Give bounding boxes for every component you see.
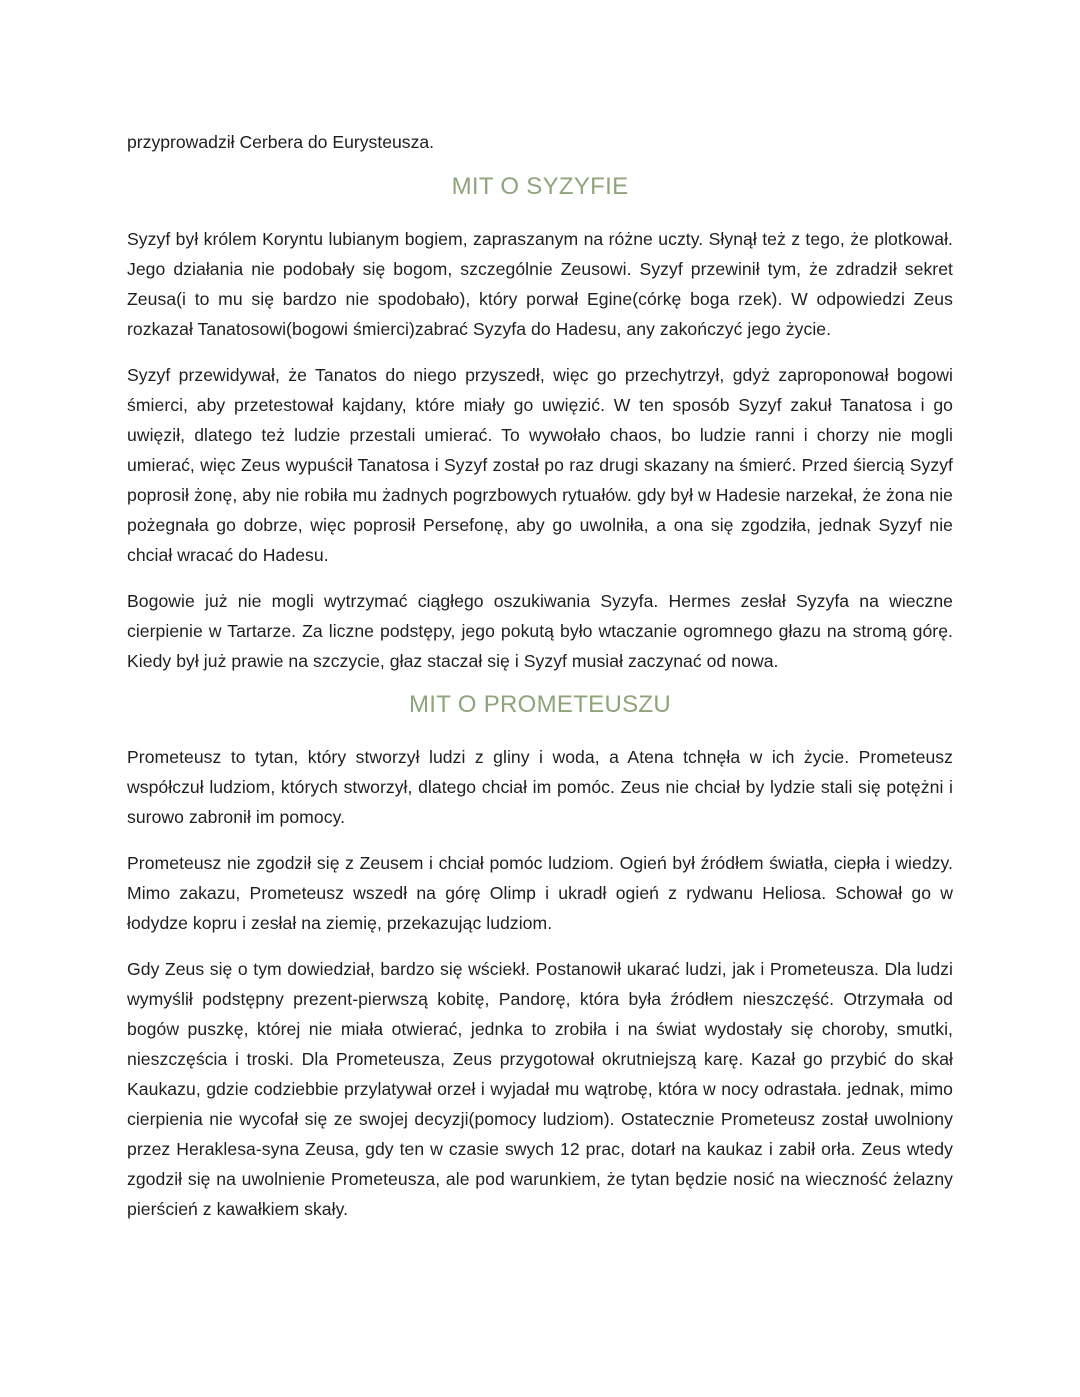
paragraph: Syzyf przewidywał, że Tanatos do niego przyszedł, więc go przechytrzył, gdyż zaproponował bogowi śmierci, aby przetestował kajdany, które miały go uwięzić. W ten sposób Syzyf zakuł Tanatosa i go uwięził, dlatego też ludzie przestali umierać. To wywołało chaos, bo ludzie ranni i chorzy nie mogli umierać, więc Zeus wypuścił Tanatosa i Syzyf został po raz drugi skazany na śmierć. Przed śiercią Syzyf poprosił żonę, aby nie robiła mu żadnych pogrzbowych rytuałów. gdy był w Hadesie narzekał, że żona nie pożegnała go dobrze, więc poprosił Persefonę, aby go uwolniła, a ona się zgodziła, jednak Syzyf nie chciał wracać do Hadesu.: [127, 365, 953, 565]
paragraph: Prometeusz to tytan, który stworzył ludzi z gliny i woda, a Atena tchnęła w ich życie. Prometeusz współczuł ludziom, których stworzył, dlatego chciał im pomóc. Zeus nie chciał by lydzie stali się potężni i surowo zabronił im pomocy.: [127, 747, 953, 827]
intro-continuation: przyprowadził Cerbera do Eurysteusza.: [127, 132, 435, 152]
document-page: [127, 128, 953, 1224]
paragraph: Gdy Zeus się o tym dowiedział, bardzo się wściekł. Postanowił ukarać ludzi, jak i Prometeusza. Dla ludzi wymyślił podstępny prezent-pierwszą kobitę, Pandorę, która była źródłem nieszczęść. Otrzymała od bogów puszkę, której nie miała otwierać, jednka to zrobiła i na świat wydostały się choroby, smutki, nieszczęścia i troski. Dla Prometeusza, Zeus przygotował okrutniejszą karę. Kazał go przybić do skał Kaukazu, gdzie codziebbie przylatywał orzeł i wyjadał mu wątrobę, która w nocy odrastała. jednak, mimo cierpienia nie wycofał się ze swojej decyzji(pomocy ludziom). Ostatecznie Prometeusz został uwolniony przez Heraklesa-syna Zeusa, gdy ten w czasie swych 12 prac, dotarł na kaukaz i zabił orła. Zeus wtedy zgodził się na uwolnienie Prometeusza, ale pod warunkiem, że tytan będzie nosić na wieczność żelazny pierścień z kawałkiem skały.: [127, 959, 953, 1219]
paragraph: Bogowie już nie mogli wytrzymać ciągłego oszukiwania Syzyfa. Hermes zesłał Syzyfa na wieczne cierpienie w Tartarze. Za liczne podstępy, jego pokutą było wtaczanie ogromnego głazu na stromą górę. Kiedy był już prawie na szczycie, głaz staczał się i Syzyf musiał zaczynać od nowa.: [127, 591, 953, 671]
section-heading-syzyf: MIT O SYZYFIE: [451, 173, 629, 200]
section-heading-prometeusz: MIT O PROMETEUSZU: [409, 691, 671, 718]
paragraph: Prometeusz nie zgodził się z Zeusem i chciał pomóc ludziom. Ogień był źródłem światła, ciepła i wiedzy. Mimo zakazu, Prometeusz wszedł na górę Olimp i ukradł ogień z rydwanu Heliosa. Schował go w łodydze kopru i zesłał na ziemię, przekazując ludziom.: [127, 853, 953, 933]
paragraph: Syzyf był królem Koryntu lubianym bogiem, zapraszanym na różne uczty. Słynął też z tego, że plotkował. Jego działania nie podobały się bogom, szczególnie Zeusowi. Syzyf przewinił tym, że zdradził sekret Zeusa(i to mu się bardzo nie spodobało), który porwał Egine(córkę boga rzek). W odpowiedzi Zeus rozkazał Tanatosowi(bogowi śmierci)zabrać Syzyfa do Hadesu, any zakończyć jego życie.: [127, 229, 953, 339]
